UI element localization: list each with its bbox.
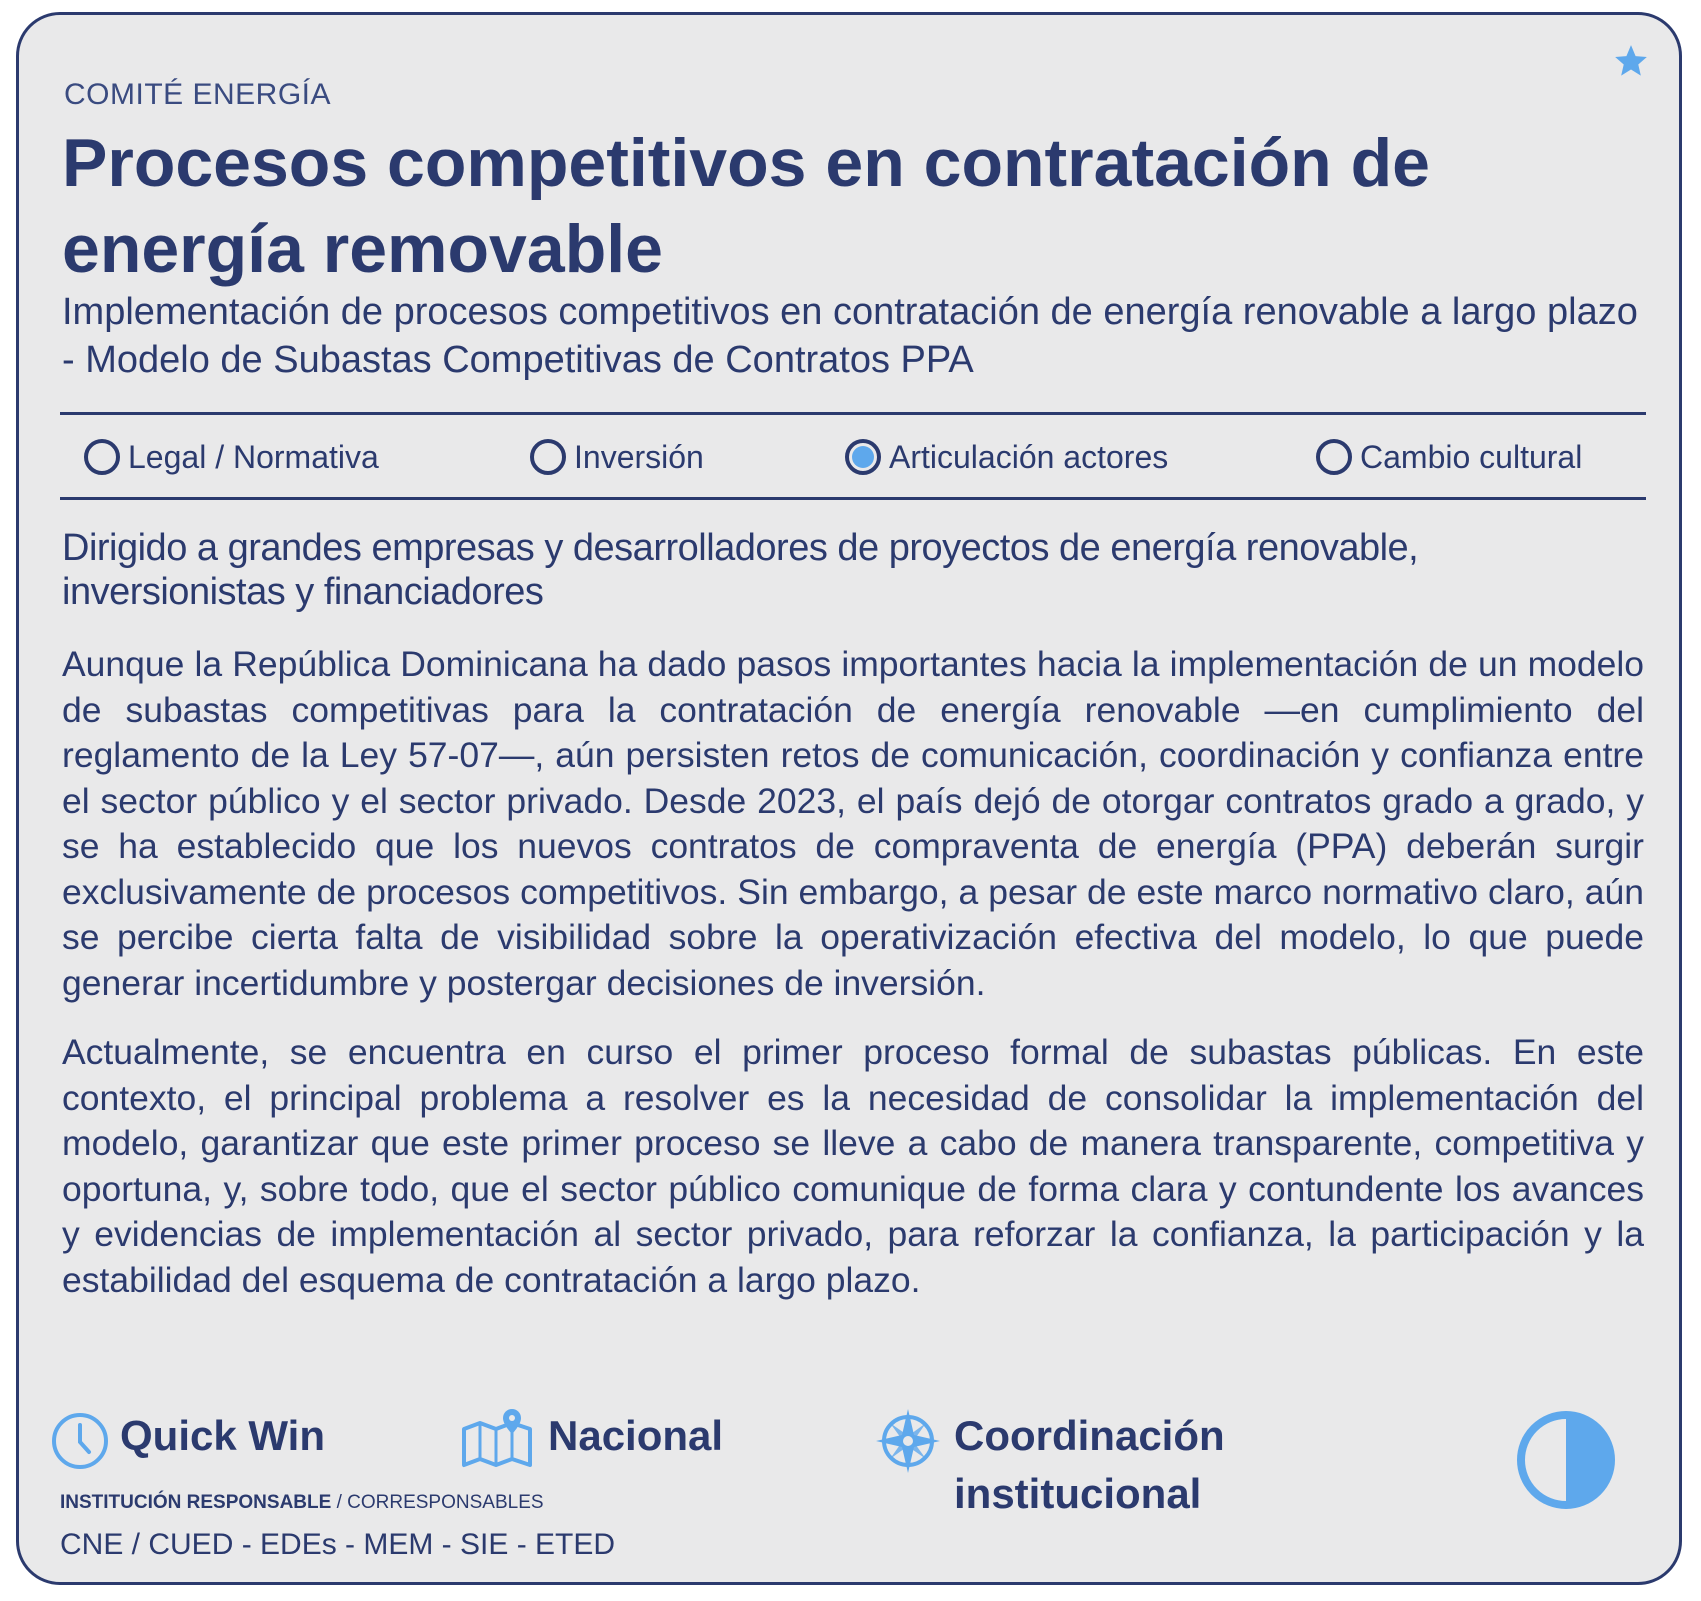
page-subtitle: Implementación de procesos competitivos en contratación de energía renovable a largo plazo - Modelo de Subastas Competitivas de Contratos PPA bbox=[62, 291, 1638, 381]
timeline-tag bbox=[50, 1407, 325, 1471]
option-label: Inversión bbox=[574, 438, 704, 475]
half-circle-icon bbox=[1516, 1410, 1616, 1510]
responsible-institution: CNE bbox=[60, 1528, 124, 1561]
responsible-list bbox=[60, 1528, 615, 1562]
divider-top bbox=[60, 412, 1646, 415]
option-legal-normativa[interactable] bbox=[84, 436, 379, 478]
radio-unselected-icon[interactable] bbox=[530, 439, 566, 475]
option-cambio-cultural[interactable] bbox=[1316, 436, 1582, 478]
radio-unselected-icon[interactable] bbox=[84, 439, 120, 475]
page-title: Procesos competitivos en contratación de energía removable bbox=[62, 125, 1430, 287]
option-label: Cambio cultural bbox=[1360, 438, 1583, 475]
responsible-heading-main: INSTITUCIÓN RESPONSABLE bbox=[60, 1492, 332, 1513]
scope-label: Nacional bbox=[548, 1412, 724, 1459]
compass-icon bbox=[874, 1407, 942, 1475]
radio-unselected-icon[interactable] bbox=[1316, 439, 1352, 475]
committee-label: COMITÉ ENERGÍA bbox=[64, 78, 332, 111]
timeline-label: Quick Win bbox=[120, 1412, 325, 1459]
option-label: Articulación actores bbox=[889, 438, 1169, 475]
responsible-heading bbox=[60, 1492, 544, 1514]
option-inversion[interactable] bbox=[530, 436, 704, 478]
description-paragraph-1: Aunque la República Dominicana ha dado pasos importantes hacia la implementación de un modelo de subastas competitivas para la contratación de energía renovable —en cumplimiento del reglamento de la Ley 57-07—, aún persisten retos de comunicación, coordinación y confianza entre el sector público y el sector privado. Desde 2023, el país dejó de otorgar contratos grado a grado, y se ha establecido que los nuevos contratos de compraventa de energía (PPA) deberán surgir exclusivamente de procesos competitivos. Sin embargo, a pesar de este marco normativo claro, aún se percibe cierta falta de visibilidad sobre la operativización efectiva del modelo, lo que puede generar incertidumbre y postergar decisiones de inversión. bbox=[62, 644, 1644, 1003]
star-icon[interactable] bbox=[1612, 42, 1650, 80]
scope-tag bbox=[460, 1407, 723, 1469]
option-articulacion-actores[interactable] bbox=[845, 436, 1168, 478]
target-audience: Dirigido a grandes empresas y desarrolladores de proyectos de energía renovable, inversionistas y financiadores bbox=[62, 527, 1419, 613]
map-pin-icon bbox=[460, 1407, 534, 1469]
radio-selected-icon[interactable] bbox=[845, 439, 881, 475]
divider-bottom bbox=[60, 497, 1646, 500]
type-label-line-2: institucional bbox=[954, 1470, 1202, 1517]
type-label-line-1: Coordinación bbox=[954, 1412, 1225, 1459]
option-label: Legal / Normativa bbox=[128, 438, 379, 475]
coresponsible-heading: / CORRESPONSABLES bbox=[331, 1492, 544, 1513]
type-tag bbox=[874, 1407, 1225, 1523]
clock-icon bbox=[50, 1411, 110, 1471]
description-paragraph-2: Actualmente, se encuentra en curso el primer proceso formal de subastas públicas. En este contexto, el principal problema a resolver es la necesidad de consolidar la implementación del modelo, garantizar que este primer proceso se lleve a cabo de manera transparente, competitiva y oportuna, y, sobre todo, que el sector público comunique de forma clara y contundente los avances y evidencias de implementación al sector privado, para reforzar la confianza, la participación y la estabilidad del esquema de contratación a largo plazo. bbox=[62, 1032, 1644, 1300]
coresponsible-institutions: / CUED - EDEs - MEM - SIE - ETED bbox=[123, 1528, 616, 1561]
